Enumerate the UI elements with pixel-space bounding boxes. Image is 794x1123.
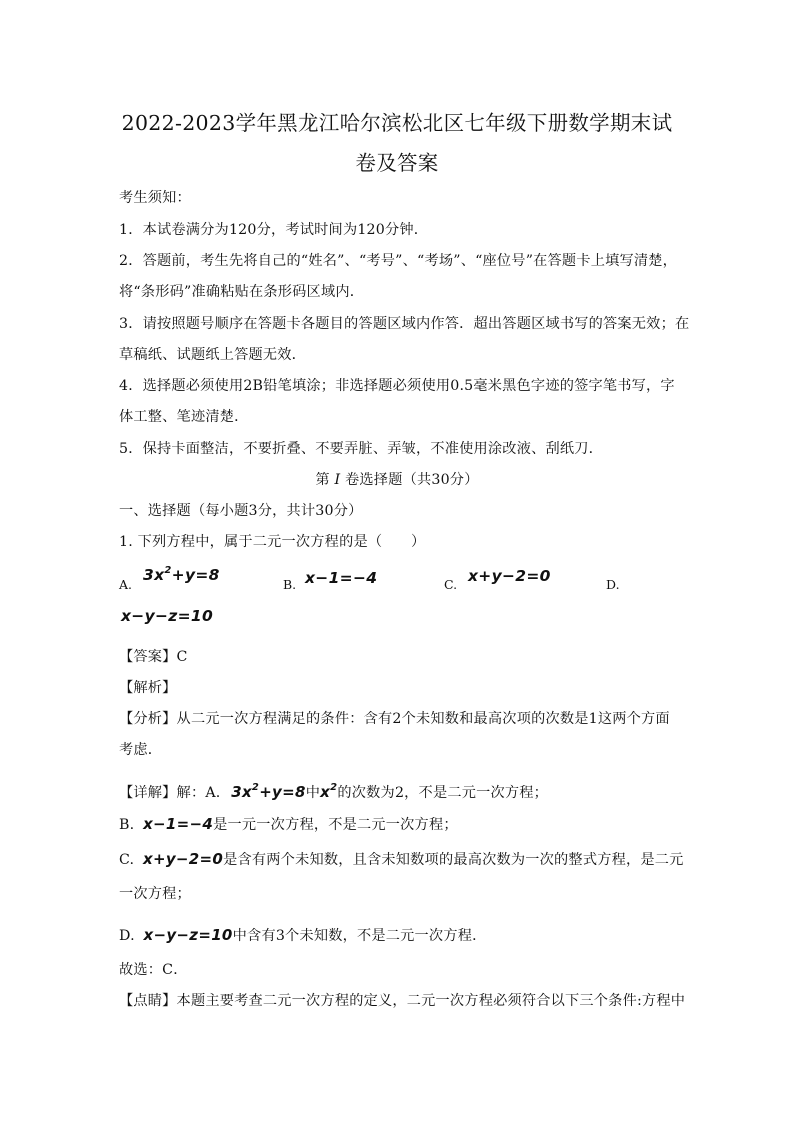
detail-c-tail: 是含有两个未知数，且含未知数项的最高次数为一次的整式方程，是二元 (223, 852, 684, 868)
notice-item-4-line-1: 4．选择题必须使用2B铅笔填涂；非选择题必须使用0.5毫米黑色字迹的签字笔书写，字 (119, 378, 675, 394)
volume-prefix: 第 (315, 472, 330, 488)
detail-a-rest: +y=8 (259, 783, 306, 801)
option-a-expression (143, 566, 220, 584)
detail-prefix: 【详解】解：A. (119, 785, 221, 801)
conclusion-line: 故选：C． (119, 962, 188, 978)
notice-item-1: 1．本试卷满分为120分，考试时间为120分钟． (119, 222, 429, 238)
detail-b-line (119, 814, 458, 834)
detail-d-expression: x−y−z=10 (143, 926, 233, 944)
option-b-label: B. (283, 577, 297, 592)
question-1-stem: 1. 下列方程中，属于二元一次方程的是（ ） (119, 534, 426, 550)
option-a-label: A. (119, 577, 133, 592)
detail-a-base: 3x (231, 783, 252, 801)
part-heading: 一、选择题（每小题3分，共计30分） (119, 503, 363, 519)
option-a-rest: +y=8 (171, 566, 220, 584)
detail-d-label: D. (119, 928, 135, 944)
analysis-line-1: 【分析】从二元一次方程满足的条件：含有2个未知数和最高次项的次数是1这两个方面 (119, 711, 670, 727)
detail-a-line (119, 782, 548, 802)
volume-roman: I (334, 472, 341, 488)
notice-item-3-line-2: 草稿纸、试题纸上答题无效． (119, 347, 307, 363)
detail-d-line (119, 925, 487, 945)
notice-item-4-line-2: 体工整、笔迹清楚． (119, 409, 249, 425)
detail-a-expression (231, 783, 306, 801)
detail-b-tail: 是一元一次方程，不是二元一次方程； (213, 817, 458, 833)
answer-line: 【答案】C (119, 649, 188, 665)
detail-a-var (320, 783, 337, 801)
detail-b-expression: x−1=−4 (143, 815, 214, 833)
option-d-label: D. (606, 577, 620, 592)
detail-a-tail: 的次数为2，不是二元一次方程； (337, 785, 549, 801)
comment-line: 【点睛】本题主要考查二元一次方程的定义，二元一次方程必须符合以下三个条件:方程中 (119, 993, 686, 1009)
detail-a-var-exponent: 2 (330, 782, 338, 793)
option-b-expression: x−1=−4 (305, 569, 378, 587)
detail-a-exponent: 2 (251, 782, 260, 793)
title-line-2: 卷及答案 (355, 151, 439, 175)
notice-item-5: 5．保持卡面整洁，不要折叠、不要弄脏、弄皱，不准使用涂改液、刮纸刀． (119, 441, 604, 457)
notice-item-2-line-2: 将“条形码”准确粘贴在条形码区域内． (119, 284, 365, 300)
volume-suffix: 卷选择题（共30分） (345, 472, 479, 488)
detail-c-label: C. (119, 852, 135, 868)
detail-c-expression: x+y−2=0 (142, 850, 224, 868)
detail-a-var-base: x (320, 783, 331, 801)
option-c-label: C. (444, 577, 458, 592)
option-a-exponent: 2 (164, 565, 172, 576)
detail-c-line-2: 一次方程； (119, 886, 191, 902)
detail-d-tail: 中含有3个未知数，不是二元一次方程． (232, 928, 487, 944)
volume-heading (0, 469, 794, 489)
detail-a-mid: 中 (305, 785, 321, 801)
analysis-heading: 【解析】 (119, 680, 177, 696)
title-line-1: 2022-2023学年黑龙江哈尔滨松北区七年级下册数学期末试 (121, 111, 673, 135)
option-a-var: 3x (143, 566, 165, 584)
option-d-expression: x−y−z=10 (121, 607, 214, 625)
notice-item-2-line-1: 2．答题前，考生先将自己的“姓名”、“考号”、“考场”、“座位号”在答题卡上填写清楚， (119, 253, 678, 269)
analysis-line-2: 考虑． (119, 742, 163, 758)
notice-heading: 考生须知： (119, 190, 191, 206)
notice-item-3-line-1: 3．请按照题号顺序在答题卡各题目的答题区域内作答．超出答题区域书写的答案无效；在 (119, 316, 690, 332)
detail-b-label: B. (119, 817, 135, 833)
option-c-expression: x+y−2=0 (468, 567, 551, 585)
detail-c-line (119, 849, 684, 869)
